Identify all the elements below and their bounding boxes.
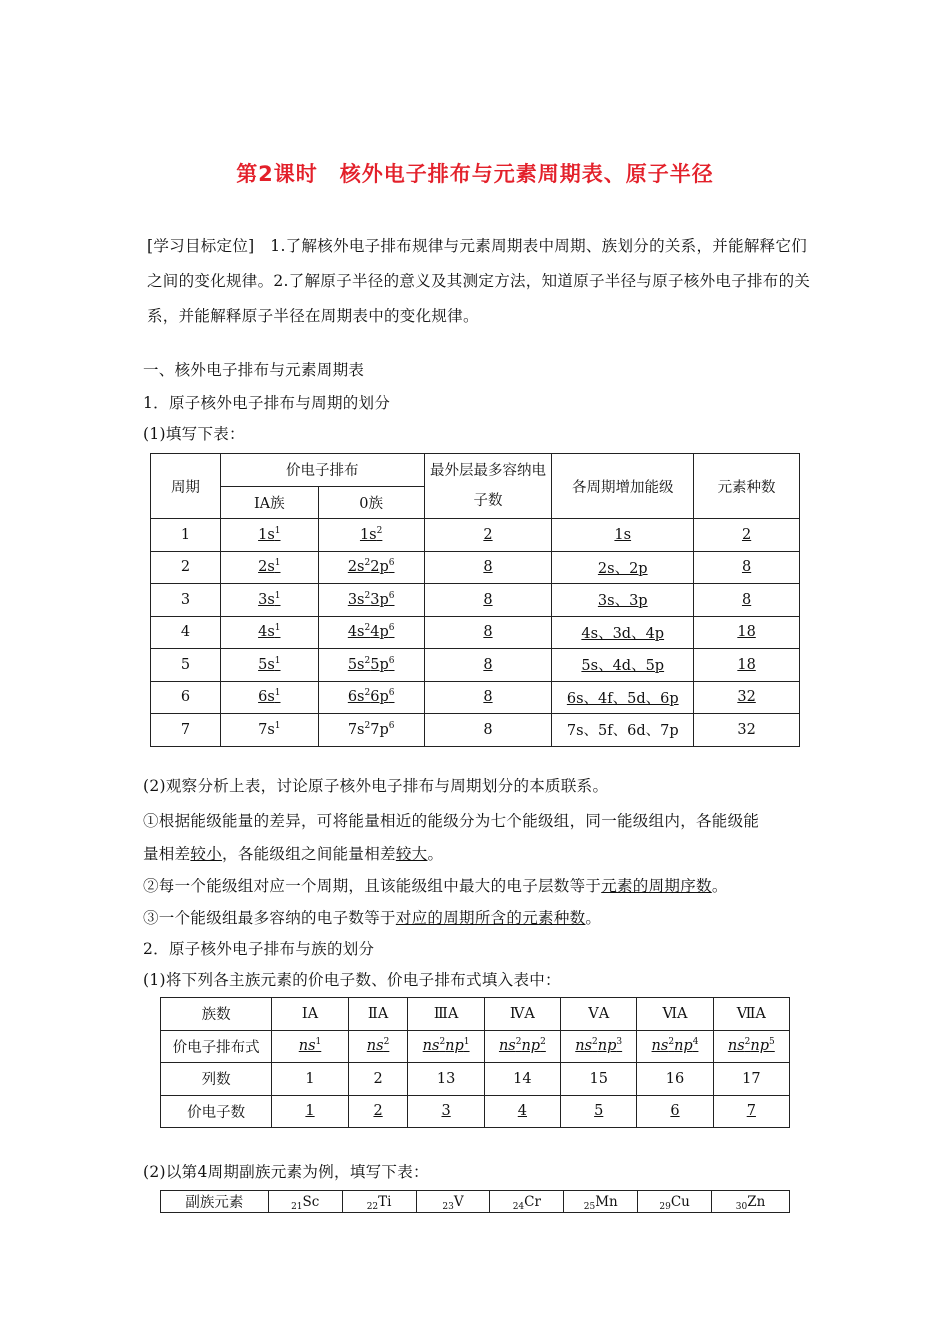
config-superscript: 1 [315, 1037, 322, 1048]
levels-cell [552, 519, 694, 552]
config-base: 7p [370, 721, 389, 738]
ia-config-cell [220, 616, 318, 649]
levels-value: 2s、2p [597, 560, 648, 577]
period-table [150, 453, 800, 747]
config-superscript: 1 [274, 590, 281, 601]
config-superscript: 2 [376, 525, 383, 536]
atomic-number: 24 [512, 1201, 525, 1212]
config-superscript: 6 [388, 720, 395, 731]
subgroup-table [160, 1190, 790, 1213]
config-superscript: 6 [388, 590, 395, 601]
text: 。 [711, 877, 728, 895]
valence-cell [561, 1095, 637, 1128]
point-1-line-a: ①根据能级能量的差异，可将能量相近的能级分为七个能级组，同一能级组内，各能级能 [143, 812, 760, 830]
group-table [160, 997, 790, 1128]
text: ③一个能级组最多容纳的电子数等于 [143, 909, 396, 927]
element-symbol: Cu [670, 1193, 690, 1210]
config-cell [272, 1030, 348, 1063]
row-label: 价电子排布式 [161, 1030, 272, 1063]
config-base: 1s [258, 526, 275, 543]
text: ②每一个能级组对应一个周期，且该能级组中最大的电子层数等于 [143, 877, 602, 895]
column-cell: 17 [713, 1063, 789, 1096]
column-cell: 15 [561, 1063, 637, 1096]
column-row [161, 1063, 790, 1096]
config-superscript: 6 [388, 688, 395, 699]
levels-cell [552, 649, 694, 682]
config-row [161, 1030, 790, 1063]
max-electrons-value: 2 [483, 526, 493, 543]
ia-config-cell [220, 649, 318, 682]
element-count-value: 2 [741, 526, 752, 543]
config-superscript: 1 [274, 525, 281, 536]
period-cell: 4 [151, 616, 221, 649]
config-superscript: 2 [364, 590, 371, 601]
subsection-heading-1: 1．原子核外电子排布与周期的划分 [143, 394, 391, 412]
config-cell [561, 1030, 637, 1063]
config-superscript: 2 [439, 1037, 446, 1048]
config-base: ns [422, 1038, 440, 1055]
valence-value: 3 [441, 1103, 451, 1120]
column-cell: 13 [408, 1063, 484, 1096]
atomic-number: 30 [735, 1201, 748, 1212]
element-symbol: Zn [747, 1193, 766, 1210]
electron-config [299, 1038, 322, 1054]
config-base: 4p [370, 624, 389, 641]
config-cell [637, 1030, 713, 1063]
question-2: (2)观察分析上表，讨论原子核外电子排布与周期划分的本质联系。 [143, 777, 609, 795]
column-cell: 14 [484, 1063, 560, 1096]
atomic-number: 23 [442, 1201, 454, 1212]
config-cell [408, 1030, 484, 1063]
max-electrons-value: 8 [483, 721, 493, 738]
config-base: 6s [258, 689, 275, 706]
config-superscript: 1 [463, 1037, 470, 1048]
zero-config-cell [318, 714, 424, 747]
max-electrons-value: 8 [483, 656, 493, 673]
max-electrons-cell [424, 649, 552, 682]
atomic-number: 22 [366, 1201, 379, 1212]
valence-row [161, 1095, 790, 1128]
config-base: 3s [347, 591, 365, 608]
period-cell: 6 [151, 681, 221, 714]
column-cell: 1 [272, 1063, 348, 1096]
table-row [151, 649, 800, 682]
ia-config-cell [220, 551, 318, 584]
element-count-cell [694, 714, 800, 747]
section-heading-1: 一、核外电子排布与元素周期表 [143, 361, 365, 379]
config-base: 4s [347, 624, 365, 641]
config-base: 6s [347, 689, 365, 706]
electron-config [575, 1038, 622, 1054]
row-label: 族数 [161, 998, 272, 1031]
config-base: 5s [347, 656, 365, 673]
element-symbol: Cr [524, 1193, 541, 1210]
levels-cell [552, 584, 694, 617]
levels-cell [552, 714, 694, 747]
element-cell [490, 1191, 564, 1213]
max-electrons-cell [424, 519, 552, 552]
question-4: (2)以第4周期副族元素为例，填写下表： [143, 1163, 429, 1181]
config-base: ns [575, 1038, 593, 1055]
row-label: 列数 [161, 1063, 272, 1096]
header-valence: 价电子排布 [220, 454, 424, 487]
text: 。 [585, 909, 602, 927]
electron-config [258, 657, 280, 673]
config-base: 5s [258, 656, 275, 673]
ia-config-cell [220, 519, 318, 552]
max-electrons-cell [424, 714, 552, 747]
electron-config [423, 1038, 470, 1054]
electron-config [348, 624, 395, 640]
valence-value: 7 [746, 1103, 756, 1120]
electron-config [348, 592, 395, 608]
valence-value: 6 [670, 1103, 680, 1120]
text: ，各能级组之间能量相差 [222, 845, 396, 863]
table-row [151, 551, 800, 584]
config-superscript: 2 [383, 1037, 390, 1048]
row-label: 价电子数 [161, 1095, 272, 1128]
config-cell [484, 1030, 560, 1063]
page-title: 第2课时 核外电子排布与元素周期表、原子半径 [236, 162, 714, 186]
electron-config [258, 527, 280, 543]
element-cell [268, 1191, 342, 1213]
config-superscript: 1 [274, 558, 281, 569]
period-cell: 3 [151, 584, 221, 617]
max-electrons-value: 8 [483, 559, 493, 576]
answer-small: 较小 [190, 845, 223, 863]
electron-config [258, 722, 280, 738]
answer-large: 较大 [395, 845, 428, 863]
config-base: np [674, 1038, 693, 1055]
config-base: 7s [258, 721, 275, 738]
header-count: 元素种数 [694, 454, 800, 519]
config-superscript: 4 [692, 1037, 699, 1048]
config-base: ns [727, 1038, 745, 1055]
element-count-cell [694, 584, 800, 617]
config-cell [348, 1030, 408, 1063]
element-cell [342, 1191, 416, 1213]
config-base: 3s [258, 591, 275, 608]
element-count-cell [694, 616, 800, 649]
element-symbol: Ti [378, 1193, 392, 1210]
levels-value: 7s、5f、6d、7p [566, 723, 679, 740]
learning-objectives: [学习目标定位] 1.了解核外电子排布规律与元素周期表中周期、族划分的关系，并能解释它们之间的变化规律。2.了解原子半径的意义及其测定方法，知道原子半径与原子核外电子排布的关系，并能解释原子半径在周期表中的变化规律。 [147, 237, 811, 325]
group-cell: ⅢA [408, 998, 484, 1031]
config-base: ns [298, 1038, 316, 1055]
element-cell [416, 1191, 490, 1213]
config-base: 2s [258, 559, 275, 576]
config-superscript: 3 [616, 1037, 623, 1048]
point-1-line-b [143, 842, 443, 864]
row-label: 副族元素 [161, 1191, 269, 1213]
period-cell: 1 [151, 519, 221, 552]
config-base: np [597, 1038, 617, 1055]
group-cell: ⅠA [272, 998, 348, 1031]
config-superscript: 2 [364, 688, 371, 699]
header-zero: 0族 [318, 486, 424, 519]
group-cell: ⅡA [348, 998, 408, 1031]
config-base: 7s [347, 721, 365, 738]
electron-config [258, 592, 280, 608]
config-superscript: 6 [388, 623, 395, 634]
config-superscript: 2 [668, 1037, 675, 1048]
period-cell: 7 [151, 714, 221, 747]
subgroup-row [161, 1191, 790, 1213]
max-electrons-cell [424, 616, 552, 649]
zero-config-cell [318, 681, 424, 714]
question-1: (1)填写下表： [143, 425, 245, 443]
element-cell [638, 1191, 712, 1213]
max-electrons-value: 8 [483, 624, 493, 641]
electron-config [499, 1038, 546, 1054]
config-superscript: 2 [364, 558, 371, 569]
point-3 [143, 906, 601, 928]
answer-period-number: 元素的周期序数 [601, 877, 712, 895]
electron-config [728, 1038, 775, 1054]
zero-config-cell [318, 551, 424, 584]
max-electrons-cell [424, 584, 552, 617]
config-superscript: 2 [364, 623, 371, 634]
element-count-cell [694, 519, 800, 552]
levels-cell [552, 616, 694, 649]
levels-value: 6s、4f、5d、6p [566, 690, 679, 707]
config-base: 5p [370, 656, 389, 673]
column-cell: 16 [637, 1063, 713, 1096]
valence-cell [484, 1095, 560, 1128]
electron-config [367, 1038, 390, 1054]
group-cell: ⅣA [484, 998, 560, 1031]
config-superscript: 6 [388, 655, 395, 666]
zero-config-cell [318, 649, 424, 682]
element-symbol: Sc [302, 1193, 320, 1210]
config-superscript: 2 [540, 1037, 546, 1048]
config-base: np [445, 1038, 464, 1055]
valence-value: 4 [517, 1103, 528, 1120]
config-superscript: 1 [274, 688, 281, 699]
levels-value: 4s、3d、4p [581, 625, 665, 642]
table-row [151, 714, 800, 747]
ia-config-cell [220, 584, 318, 617]
table-row [151, 681, 800, 714]
config-superscript: 2 [592, 1037, 598, 1048]
subsection-heading-2: 2．原子核外电子排布与族的划分 [143, 940, 375, 958]
config-base: np [521, 1038, 541, 1055]
header-max-outer: 最外层最多容纳电子数 [424, 454, 552, 519]
zero-config-cell [318, 616, 424, 649]
atomic-number: 29 [659, 1201, 671, 1212]
electron-config [258, 624, 280, 640]
max-electrons-value: 8 [483, 689, 493, 706]
electron-config [652, 1038, 699, 1054]
valence-cell [272, 1095, 348, 1128]
electron-config [348, 722, 395, 738]
column-cell: 2 [348, 1063, 408, 1096]
text: 量相差 [143, 845, 191, 863]
table-row [151, 584, 800, 617]
point-2 [143, 874, 728, 896]
header-levels: 各周期增加能级 [552, 454, 694, 519]
config-superscript: 5 [769, 1037, 775, 1048]
config-superscript: 2 [364, 720, 371, 731]
element-count-value: 32 [737, 689, 756, 706]
period-cell: 5 [151, 649, 221, 682]
group-cell: ⅤA [561, 998, 637, 1031]
max-electrons-cell [424, 681, 552, 714]
max-electrons-value: 8 [483, 591, 493, 608]
valence-value: 1 [305, 1103, 315, 1120]
config-superscript: 1 [274, 720, 281, 731]
header-period: 周期 [151, 454, 221, 519]
config-superscript: 2 [744, 1037, 751, 1048]
atomic-number: 21 [291, 1201, 303, 1212]
electron-config [348, 689, 395, 705]
question-3: (1)将下列各主族元素的价电子数、价电子排布式填入表中： [143, 971, 561, 989]
config-superscript: 6 [388, 558, 395, 569]
group-cell: ⅦA [713, 998, 789, 1031]
config-base: 3p [370, 591, 389, 608]
element-count-value: 8 [741, 559, 752, 576]
config-base: ns [498, 1038, 516, 1055]
ia-config-cell [220, 714, 318, 747]
element-count-value: 32 [737, 721, 756, 738]
element-symbol: V [453, 1193, 464, 1210]
levels-value: 1s [614, 526, 632, 543]
valence-value: 5 [594, 1103, 604, 1120]
answer-element-count: 对应的周期所含的元素种数 [395, 909, 586, 927]
zero-config-cell [318, 519, 424, 552]
element-cell [564, 1191, 638, 1213]
valence-cell [408, 1095, 484, 1128]
valence-cell [713, 1095, 789, 1128]
electron-config [258, 689, 280, 705]
ia-config-cell [220, 681, 318, 714]
table-row [151, 616, 800, 649]
levels-value: 5s、4d、5p [581, 658, 665, 675]
electron-config [348, 559, 395, 575]
electron-config [360, 527, 382, 543]
config-base: ns [651, 1038, 669, 1055]
element-count-cell [694, 681, 800, 714]
text: 。 [427, 845, 444, 863]
config-superscript: 1 [274, 623, 281, 634]
config-superscript: 1 [274, 655, 281, 666]
element-symbol: Mn [595, 1193, 618, 1210]
config-base: 6p [370, 689, 389, 706]
electron-config [348, 657, 395, 673]
config-base: ns [366, 1038, 384, 1055]
header-ia: ⅠA族 [220, 486, 318, 519]
max-electrons-cell [424, 551, 552, 584]
group-cell: ⅥA [637, 998, 713, 1031]
config-base: 2s [347, 559, 365, 576]
config-base: 1s [359, 526, 377, 543]
period-cell: 2 [151, 551, 221, 584]
table-row [151, 519, 800, 552]
valence-value: 2 [373, 1103, 383, 1120]
electron-config [258, 559, 280, 575]
valence-cell [348, 1095, 408, 1128]
config-base: 4s [258, 624, 275, 641]
config-base: 2p [370, 559, 389, 576]
element-cell [712, 1191, 790, 1213]
element-count-cell [694, 649, 800, 682]
element-count-value: 8 [741, 591, 752, 608]
element-count-cell [694, 551, 800, 584]
config-superscript: 2 [515, 1037, 522, 1048]
config-superscript: 2 [364, 655, 371, 666]
element-count-value: 18 [737, 624, 756, 641]
levels-cell [552, 551, 694, 584]
zero-config-cell [318, 584, 424, 617]
levels-value: 3s、3p [597, 593, 648, 610]
element-count-value: 18 [737, 656, 756, 673]
config-cell [713, 1030, 789, 1063]
group-row [161, 998, 790, 1031]
levels-cell [552, 681, 694, 714]
config-base: np [750, 1038, 770, 1055]
valence-cell [637, 1095, 713, 1128]
atomic-number: 25 [583, 1201, 596, 1212]
